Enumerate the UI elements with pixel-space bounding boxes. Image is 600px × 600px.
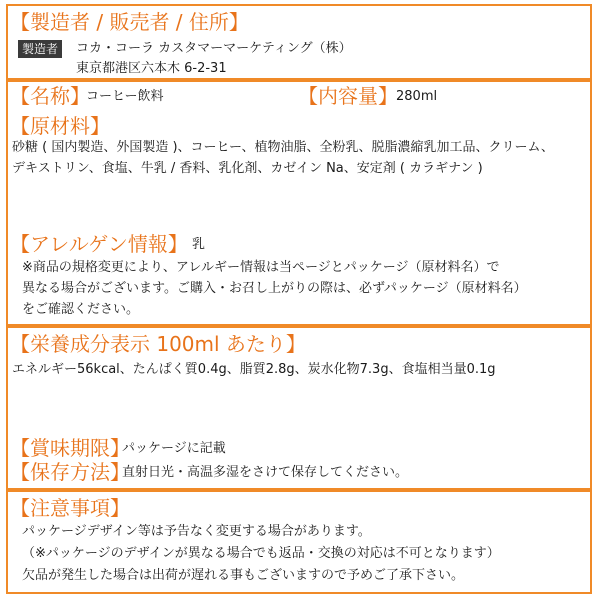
maker-company: コカ・コーラ カスタマーマーケティング（株） <box>76 41 352 56</box>
ingredients-line-2: デキストリン、食塩、牛乳 / 香料、乳化剤、カゼイン Na、安定剤 ( カラギナン ) <box>12 161 483 176</box>
name-value: コーヒー飲料 <box>86 89 164 104</box>
name-heading: 【名称】 <box>10 84 90 108</box>
allergen-note-1: ※商品の規格変更により、アレルギー情報は当ページとパッケージ（原材料名）で <box>22 260 500 275</box>
caution-line-3: 欠品が発生した場合は出荷が遅れる事もございますので予めご了承下さい。 <box>22 568 465 583</box>
ingredients-heading: 【原材料】 <box>10 114 110 138</box>
ingredients-line-1: 砂糖 ( 国内製造、外国製造 )、コーヒー、植物油脂、全粉乳、脱脂濃縮乳加工品、クリーム、 <box>12 140 554 155</box>
storage-value: 直射日光・高温多湿をさけて保存してください。 <box>122 465 409 480</box>
caution-section <box>6 490 592 594</box>
maker-heading: 【製造者 / 販売者 / 住所】 <box>10 10 249 34</box>
maker-section <box>6 4 592 80</box>
volume-value: 280ml <box>396 89 438 104</box>
caution-line-2: （※パッケージのデザインが異なる場合でも返品・交換の対応は不可となります） <box>22 546 500 561</box>
allergen-heading: 【アレルゲン情報】 <box>10 232 188 256</box>
nutrition-section <box>6 326 592 490</box>
maker-tag: 製造者 <box>18 40 62 58</box>
expiry-value: パッケージに記載 <box>122 441 226 456</box>
caution-heading: 【注意事項】 <box>10 496 130 520</box>
product-section <box>6 80 592 326</box>
volume-heading: 【内容量】 <box>298 84 398 108</box>
caution-line-1: パッケージデザイン等は予告なく変更する場合があります。 <box>22 524 371 539</box>
allergen-note-2: 異なる場合がございます。ご購入・お召し上がりの際は、必ずパッケージ（原材料名） <box>22 281 527 296</box>
allergen-note-3: をご確認ください。 <box>22 302 140 317</box>
maker-address: 東京都港区六本木 6-2-31 <box>76 61 227 76</box>
nutrition-value: エネルギー56kcal、たんぱく質0.4g、脂質2.8g、炭水化物7.3g、食塩相当量0.1g <box>12 362 496 377</box>
storage-heading: 【保存方法】 <box>10 460 130 484</box>
allergen-value: 乳 <box>192 237 206 252</box>
expiry-heading: 【賞味期限】 <box>10 436 130 460</box>
nutrition-heading: 【栄養成分表示 100ml あたり】 <box>10 332 306 356</box>
